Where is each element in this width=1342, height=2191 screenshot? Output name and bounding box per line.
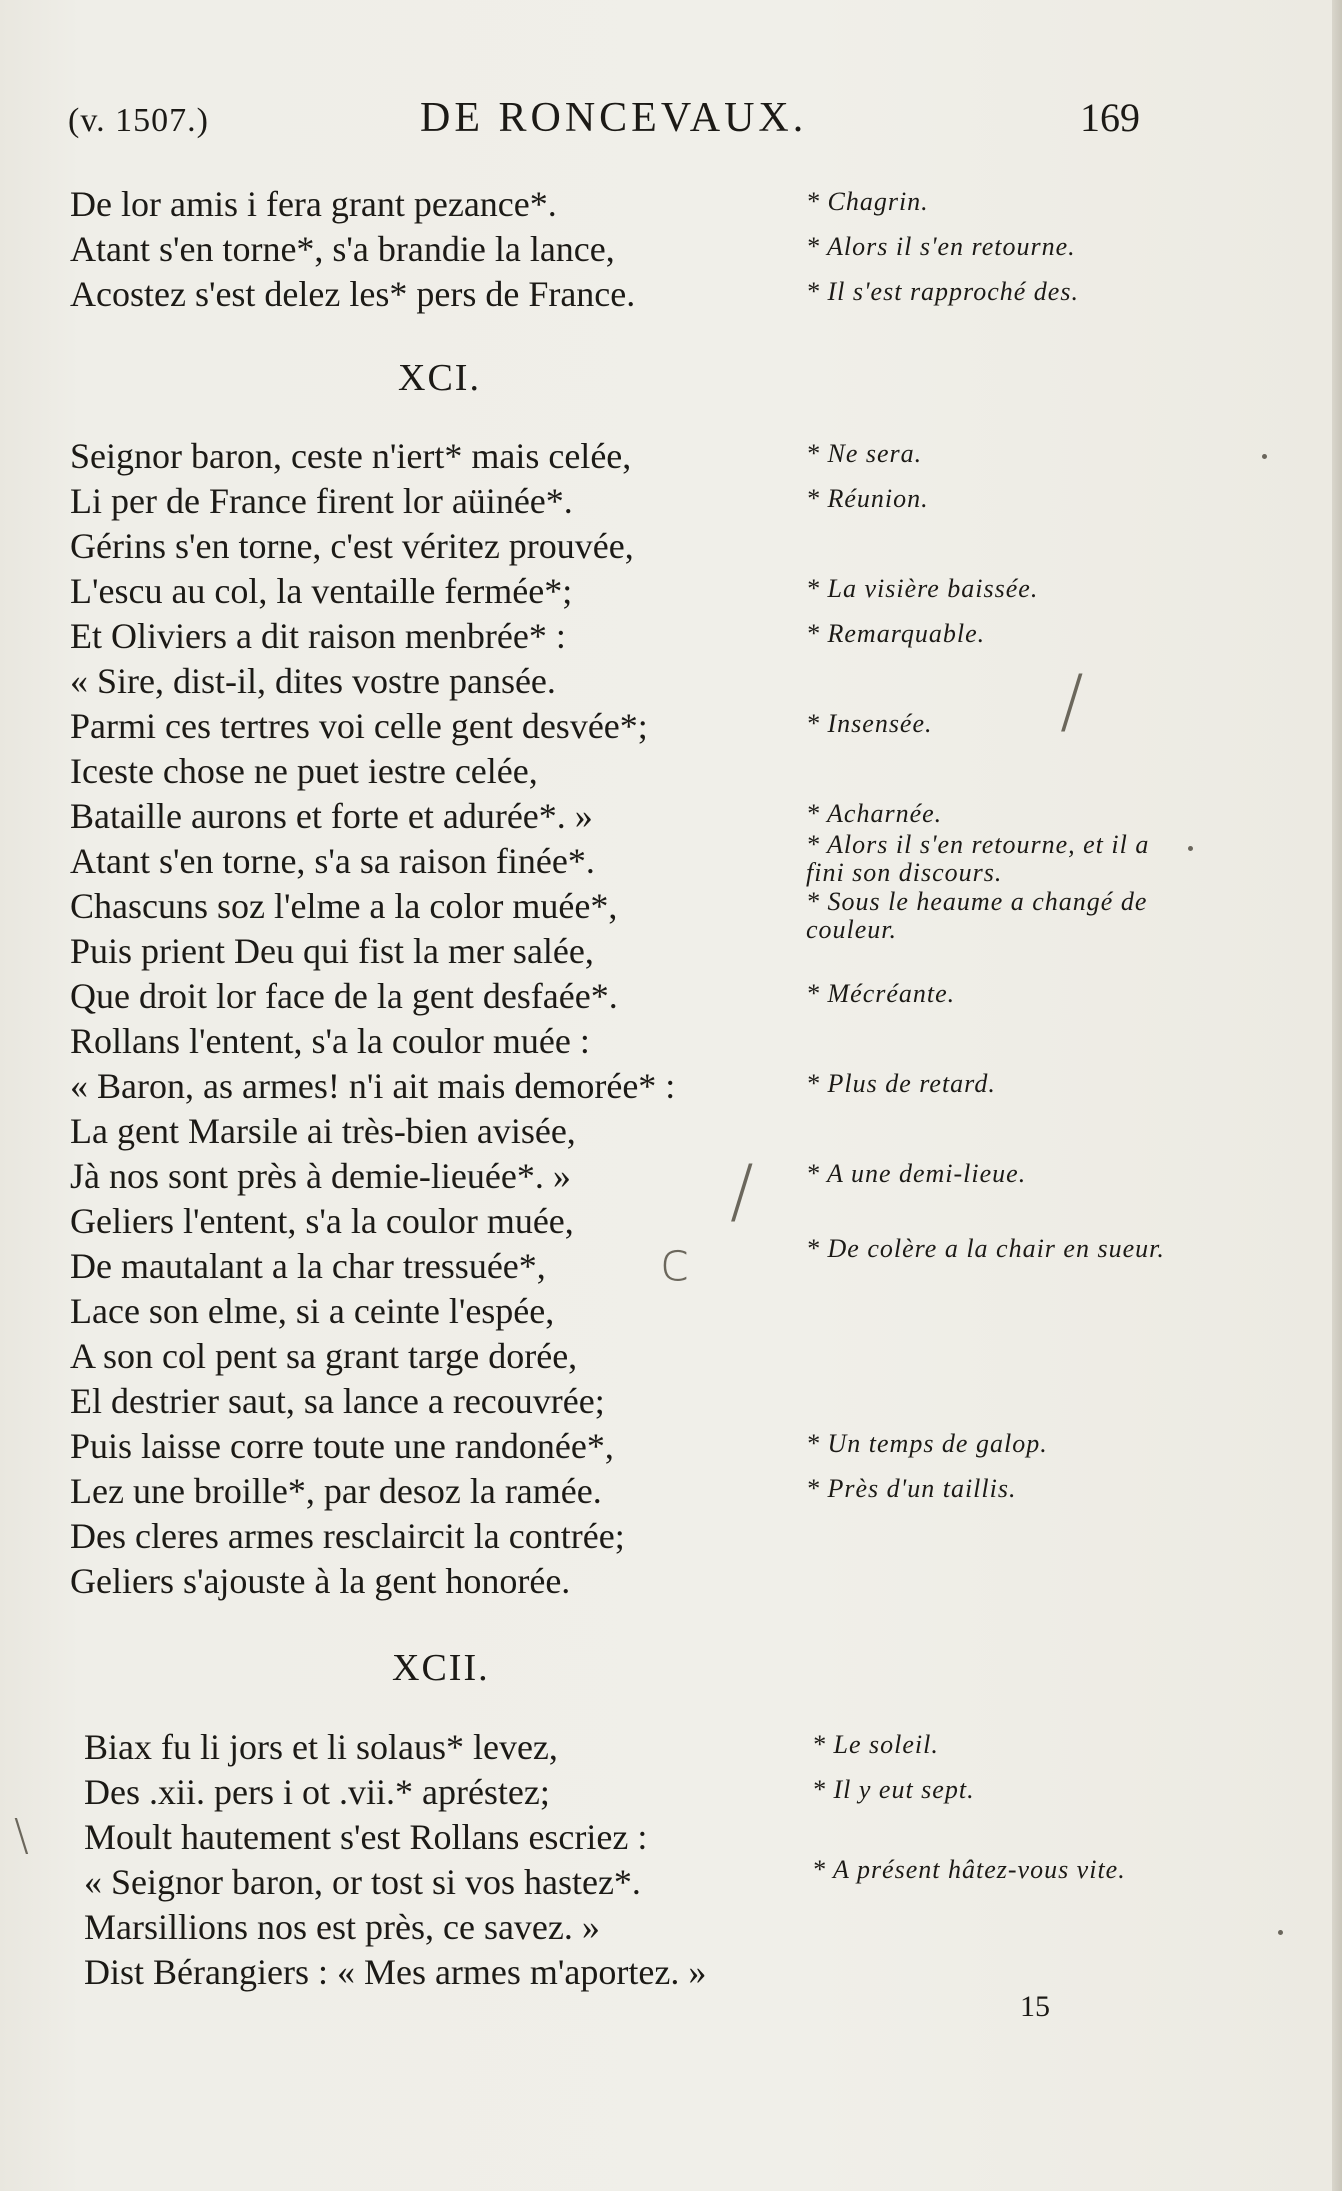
verse-line: Gérins s'en torne, c'est véritez prouvée, [70,526,634,566]
gloss-note: * La visière baissée. [806,574,1039,603]
gloss-note: * Chagrin. [806,187,929,216]
ink-speck [1262,454,1267,459]
verse-line: Geliers s'ajouste à la gent honorée. [70,1561,571,1601]
ink-speck [1278,1930,1283,1935]
gloss-note: * A présent hâtez-vous vite. [812,1855,1126,1884]
gloss-note: * Insensée. [806,709,933,738]
laisse-title: XCI. [398,357,481,399]
gloss-note: * Remarquable. [806,619,986,648]
verse-line: Moult hautement s'est Rollans escriez : [84,1817,648,1857]
verse-line: Chascuns soz l'elme a la color muée*, [70,886,618,926]
gloss-note: * A une demi-lieue. [806,1159,1027,1188]
verse-line: El destrier saut, sa lance a recouvrée; [70,1381,605,1421]
pencil-mark: / [1060,660,1084,742]
gloss-note: * Ne sera. [806,439,923,468]
header-title: DE RONCEVAUX. [420,95,808,141]
gloss-note: * Acharnée. [806,799,943,828]
gloss-note: * Plus de retard. [806,1069,996,1098]
header-verse-range: (v. 1507.) [68,102,209,139]
verse-line: Atant s'en torne, s'a sa raison finée*. [70,841,595,881]
running-header [68,92,1148,152]
verse-line: De mautalant a la char tressuée*, [70,1246,546,1286]
verse-line: Dist Bérangiers : « Mes armes m'aportez. » [84,1952,707,1992]
verse-line: L'escu au col, la ventaille fermée*; [70,571,573,611]
verse-line: Li per de France firent lor aüinée*. [70,481,573,521]
verse-line: Puis laisse corre toute une randonée*, [70,1426,614,1466]
gloss-note: * Réunion. [806,484,929,513]
laisse-title: XCII. [392,1647,490,1689]
gloss-note: * De colère a la chair en sueur. [806,1234,1165,1263]
verse-line: Acostez s'est delez les* pers de France. [70,274,636,314]
verse-line: Biax fu li jors et li solaus* levez, [84,1727,558,1767]
verse-line: Parmi ces tertres voi celle gent desvée*; [70,706,648,746]
verse-line: Des cleres armes resclaircit la contrée; [70,1516,625,1556]
header-page-number: 169 [1080,95,1140,140]
signature-mark: 15 [1020,1990,1050,2023]
gloss-note: * Il s'est rapproché des. [806,277,1079,306]
pencil-mark: c [660,1230,690,1293]
gloss-note: * Le soleil. [812,1730,939,1759]
verse-line: « Seignor baron, or tost si vos hastez*. [84,1862,641,1902]
pencil-mark: \ [14,1810,29,1861]
verse-line: Marsillions nos est près, ce savez. » [84,1907,600,1947]
pencil-mark: / [730,1150,754,1232]
verse-line: Bataille aurons et forte et adurée*. » [70,796,593,836]
gloss-note: * Alors il s'en retourne, et il a fini son discours. [806,830,1150,887]
verse-line: Lez une broille*, par desoz la ramée. [70,1471,602,1511]
gloss-note: * Un temps de galop. [806,1429,1048,1458]
verse-line: De lor amis i fera grant pezance*. [70,184,557,224]
verse-line: Jà nos sont près à demie-lieuée*. » [70,1156,571,1196]
verse-line: Seignor baron, ceste n'iert* mais celée, [70,436,632,476]
verse-line: Et Oliviers a dit raison menbrée* : [70,616,566,656]
gloss-note: * Il y eut sept. [812,1775,975,1804]
verse-line: A son col pent sa grant targe dorée, [70,1336,578,1376]
verse-line: Atant s'en torne*, s'a brandie la lance, [70,229,615,269]
verse-line: Que droit lor face de la gent desfaée*. [70,976,618,1016]
verse-line: « Baron, as armes! n'i ait mais demorée* : [70,1066,676,1106]
verse-line: Des .xii. pers i ot .vii.* apréstez; [84,1772,550,1812]
gloss-note: * Près d'un taillis. [806,1474,1017,1503]
verse-line: Puis prient Deu qui fist la mer salée, [70,931,594,971]
gloss-note: * Mécréante. [806,979,956,1008]
ink-speck [1188,846,1193,851]
verse-line: Lace son elme, si a ceinte l'espée, [70,1291,555,1331]
gloss-note: * Sous le heaume a changé de couleur. [806,887,1148,944]
verse-line: La gent Marsile ai très-bien avisée, [70,1111,576,1151]
verse-line: « Sire, dist-il, dites vostre pansée. [70,661,556,701]
verse-line: Rollans l'entent, s'a la coulor muée : [70,1021,590,1061]
gloss-note: * Alors il s'en retourne. [806,232,1076,261]
verse-line: Geliers l'entent, s'a la coulor muée, [70,1201,574,1241]
page-edge [1332,0,1342,2191]
verse-line: Iceste chose ne puet iestre celée, [70,751,538,791]
